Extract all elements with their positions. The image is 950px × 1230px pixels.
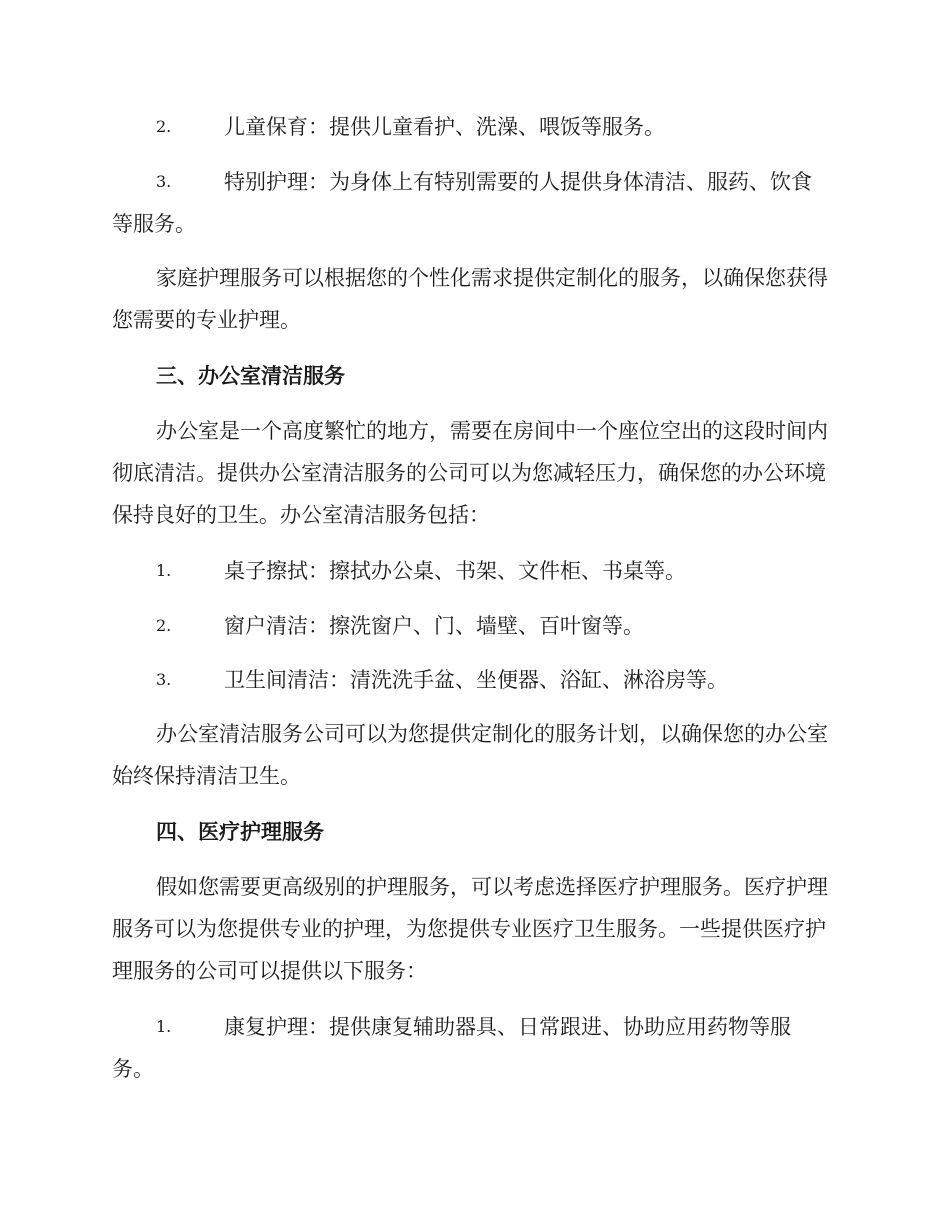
list-item xyxy=(112,161,832,245)
list-number: 1. xyxy=(156,561,172,580)
list-number: 2. xyxy=(156,117,172,136)
list-text: 桌子擦拭：擦拭办公桌、书架、文件柜、书桌等。 xyxy=(224,559,686,583)
list-text: 康复护理：提供康复辅助器具、日常跟进、协助应用药物等服务。 xyxy=(112,1015,791,1081)
list-item xyxy=(112,550,832,592)
paragraph: 办公室清洁服务公司可以为您提供定制化的服务计划，以确保您的办公室始终保持清洁卫生。 xyxy=(112,722,828,788)
paragraph: 家庭护理服务可以根据您的个性化需求提供定制化的服务，以确保您获得您需要的专业护理。 xyxy=(112,266,828,332)
list-item xyxy=(112,1006,832,1090)
paragraph: 假如您需要更高级别的护理服务，可以考虑选择医疗护理服务。医疗护理服务可以为您提供专业的护理，为您提供专业医疗卫生服务。一些提供医疗护理服务的公司可以提供以下服务： xyxy=(112,875,828,983)
list-item xyxy=(112,659,832,701)
list-item xyxy=(112,106,832,148)
list-text: 特别护理：为身体上有特别需要的人提供身体清洁、服药、饮食等服务。 xyxy=(112,170,812,236)
paragraph: 办公室是一个高度繁忙的地方，需要在房间中一个座位空出的这段时间内彻底清洁。提供办公室清洁服务的公司可以为您减轻压力，确保您的办公环境保持良好的卫生。办公室清洁服务包括： xyxy=(112,419,828,527)
list-number: 3. xyxy=(156,172,172,191)
list-text: 儿童保育：提供儿童看护、洗澡、喂饭等服务。 xyxy=(224,115,665,139)
list-text: 窗户清洁：擦洗窗户、门、墙壁、百叶窗等。 xyxy=(224,614,644,638)
list-number: 1. xyxy=(156,1017,172,1036)
list-number: 3. xyxy=(156,670,172,689)
section-heading: 四、医疗护理服务 xyxy=(156,819,324,844)
list-text: 卫生间清洁：清洗洗手盆、坐便器、浴缸、淋浴房等。 xyxy=(224,668,728,692)
section-heading: 三、办公室清洁服务 xyxy=(156,363,345,388)
list-item xyxy=(112,605,832,647)
list-number: 2. xyxy=(156,616,172,635)
